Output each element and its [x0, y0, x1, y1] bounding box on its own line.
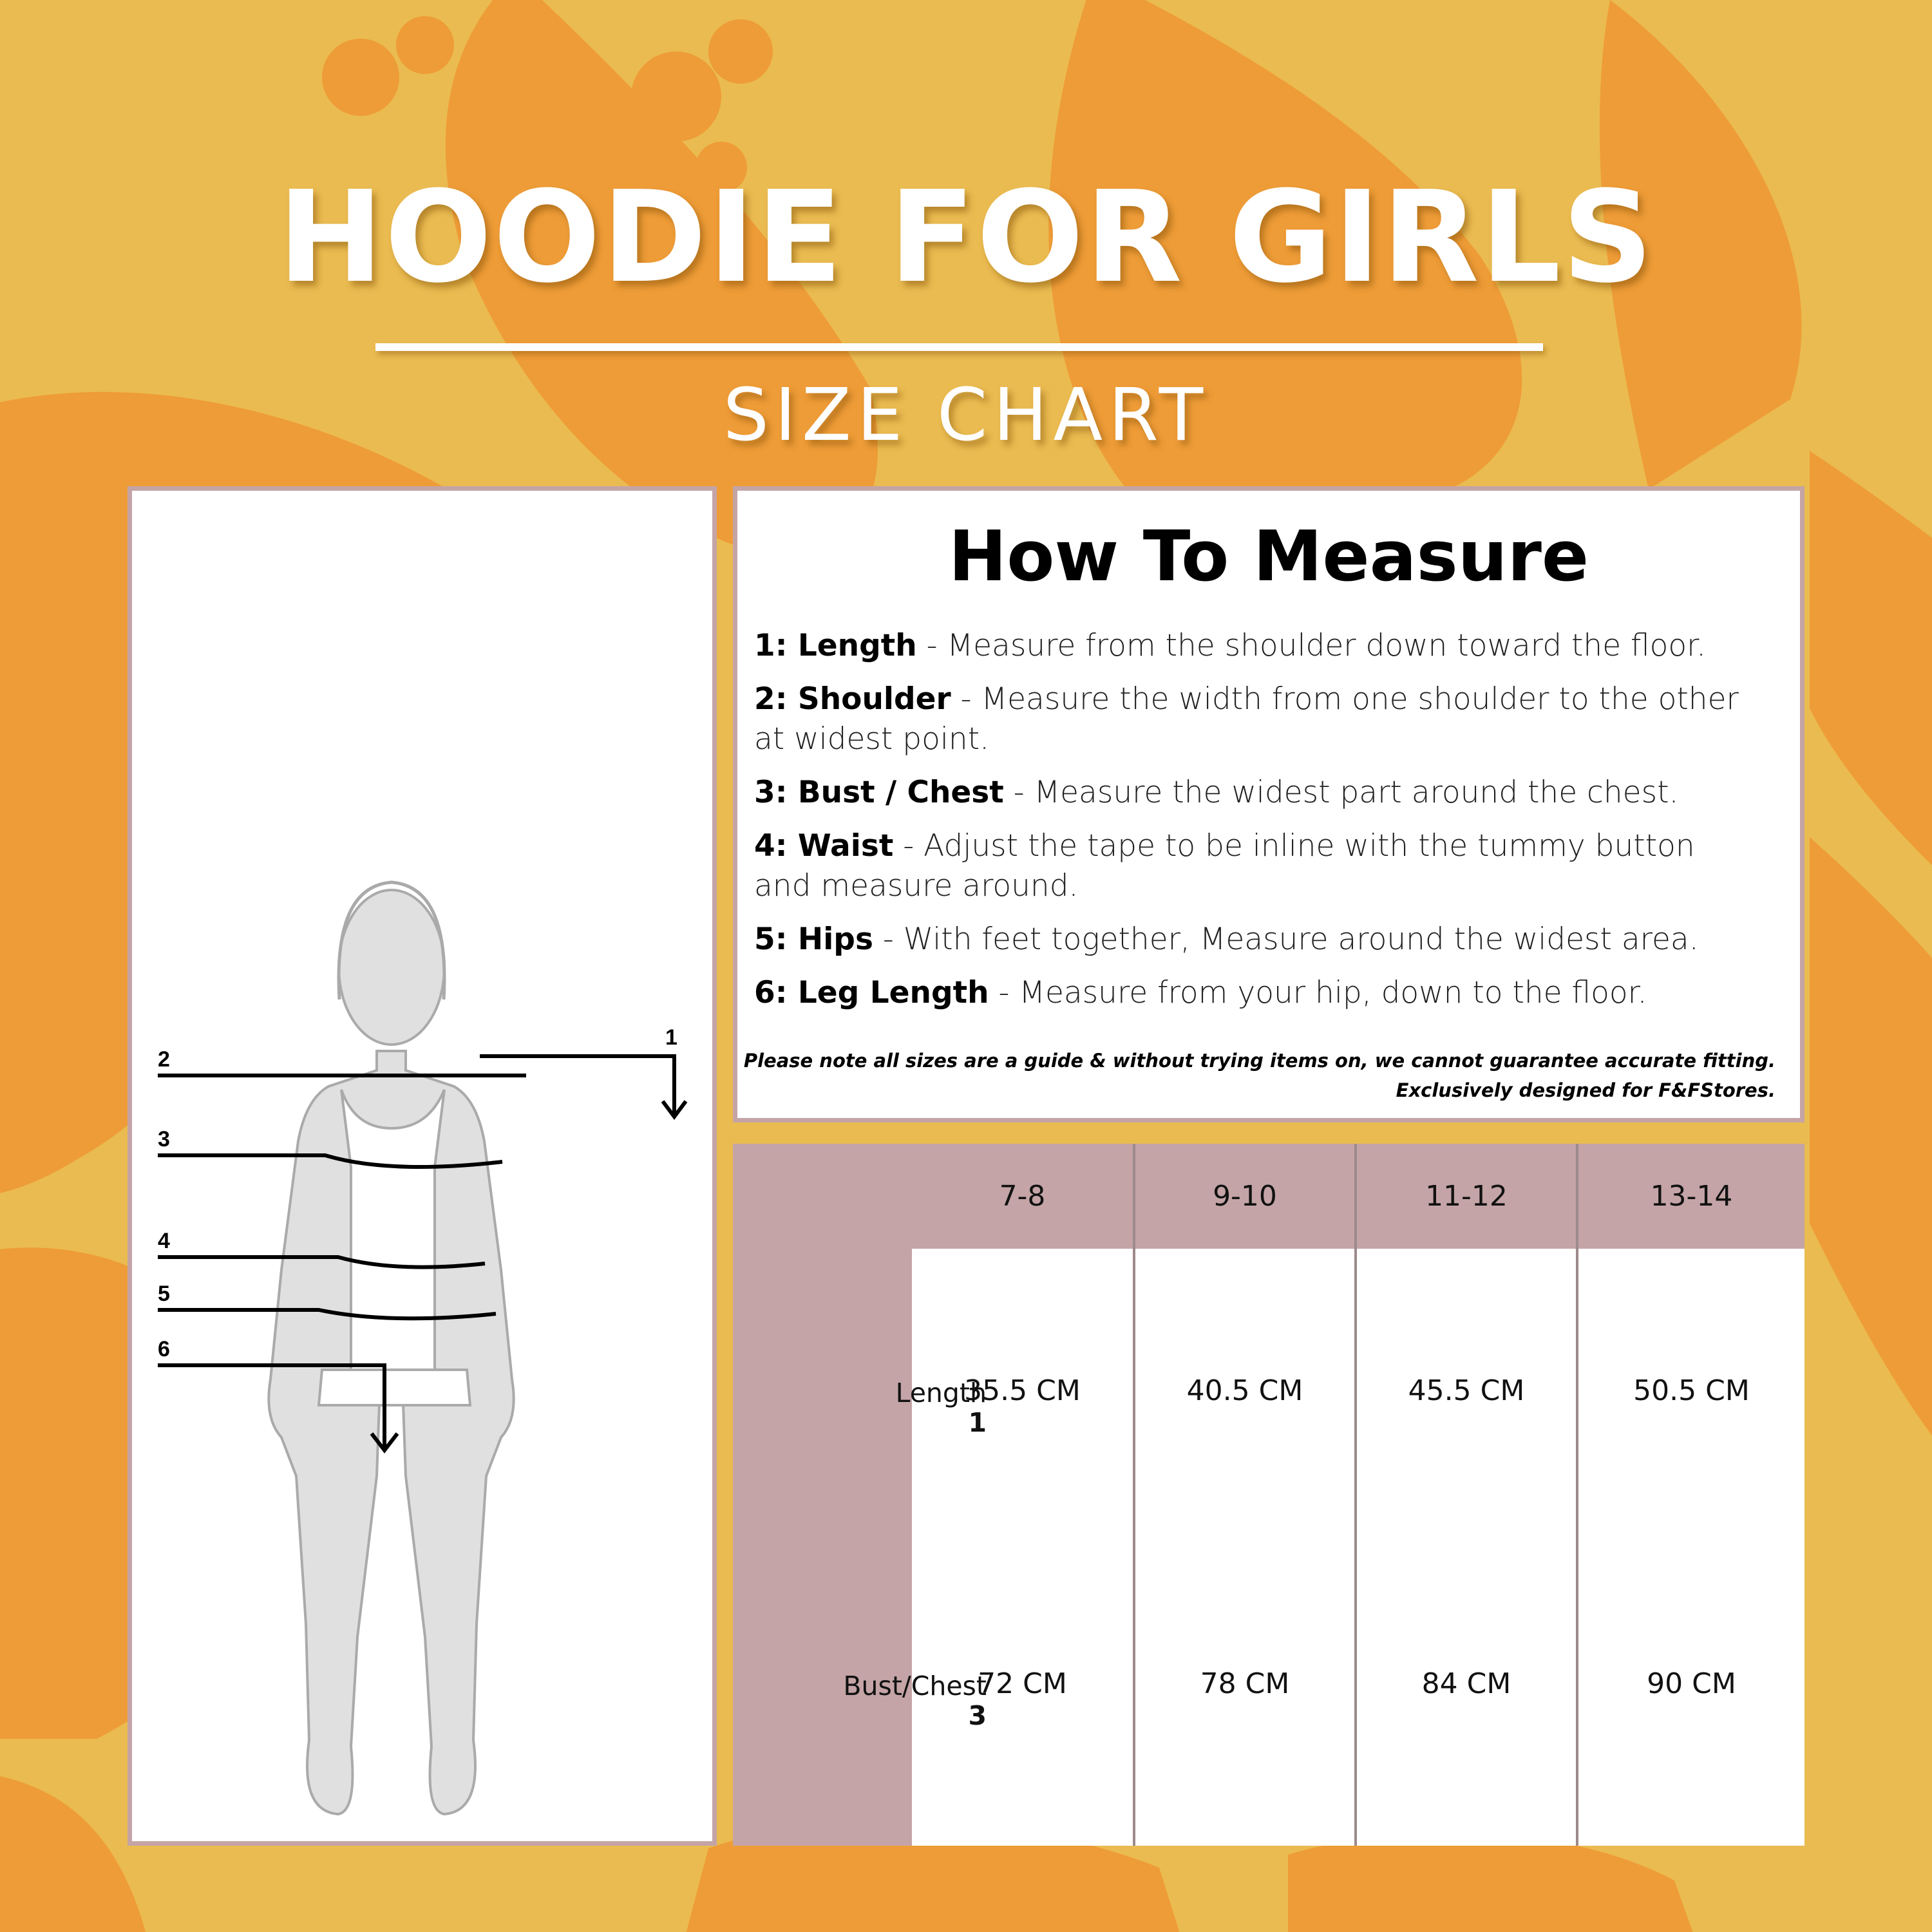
table-cell: 40.5 CM	[1186, 1374, 1303, 1407]
marker-3: 3	[158, 1127, 170, 1151]
row-label: Length	[895, 1378, 987, 1408]
measure-description: - Measure from your hip, down to the floor.	[989, 975, 1647, 1010]
list-item	[754, 973, 1759, 1013]
how-to-measure-title: How To Measure	[948, 516, 1589, 597]
body-measurement-diagram	[132, 491, 712, 1841]
measure-term: 6: Leg Length	[754, 975, 989, 1010]
measure-description: - Measure the width from one shoulder to the other at widest point.	[754, 681, 1739, 757]
disclaimer-line: Please note all sizes are a guide & without trying items on, we cannot guarantee accurate fitting.	[743, 1050, 1776, 1072]
measure-description: - Adjust the tape to be inline with the tummy button and measure around.	[754, 828, 1695, 904]
figure-head	[339, 890, 444, 1045]
measurement-figure-panel	[128, 486, 717, 1846]
column-divider	[1133, 1144, 1135, 1846]
table-body	[912, 1249, 1804, 1846]
measure-term: 5: Hips	[754, 922, 873, 957]
measure-description: - Measure from the shoulder down toward the floor.	[916, 628, 1707, 663]
measure-term: 3: Bust / Chest	[754, 775, 1004, 810]
list-item	[754, 626, 1759, 666]
table-cell: 45.5 CM	[1408, 1374, 1525, 1407]
marker-5: 5	[158, 1282, 170, 1306]
size-table	[733, 1144, 1804, 1846]
table-cell: 90 CM	[1647, 1667, 1736, 1700]
title-divider	[375, 343, 1543, 351]
marker-1: 1	[665, 1025, 677, 1050]
row-number: 3	[968, 1700, 987, 1731]
row-number: 1	[968, 1407, 987, 1438]
measure-term: 1: Length	[754, 628, 917, 663]
marker-6: 6	[158, 1337, 170, 1361]
column-divider	[1576, 1144, 1578, 1846]
measure-term: 4: Waist	[754, 828, 894, 864]
table-cell: 84 CM	[1421, 1667, 1511, 1700]
table-cell: 78 CM	[1200, 1667, 1290, 1700]
list-item	[754, 773, 1759, 813]
list-item	[754, 920, 1759, 960]
column-divider	[1354, 1144, 1357, 1846]
list-item	[754, 679, 1759, 759]
measure-term: 2: Shoulder	[754, 681, 951, 717]
how-to-measure-list	[754, 626, 1759, 1027]
column-header: 9-10	[1213, 1180, 1277, 1213]
column-header: 7-8	[999, 1180, 1046, 1213]
page-title: HOODIE FOR GIRLS	[278, 164, 1654, 311]
list-item	[754, 826, 1759, 906]
row-label: Bust/Chest	[843, 1671, 987, 1701]
column-header: 11-12	[1425, 1180, 1508, 1213]
marker-4: 4	[158, 1229, 170, 1253]
fit-disclaimer	[744, 1046, 1776, 1105]
measure-description: - With feet together, Measure around the widest area.	[873, 922, 1699, 957]
credit-line: Exclusively designed for F&FStores.	[1396, 1079, 1776, 1101]
page-subtitle: SIZE CHART	[723, 374, 1209, 457]
table-cell: 35.5 CM	[964, 1374, 1081, 1407]
measure-description: - Measure the widest part around the chest.	[1003, 775, 1679, 810]
how-to-measure-panel	[733, 486, 1804, 1122]
marker-2: 2	[158, 1047, 170, 1072]
column-header: 13-14	[1650, 1180, 1733, 1213]
table-cell: 72 CM	[978, 1667, 1067, 1700]
length-line	[480, 1056, 674, 1117]
table-cell: 50.5 CM	[1633, 1374, 1750, 1407]
